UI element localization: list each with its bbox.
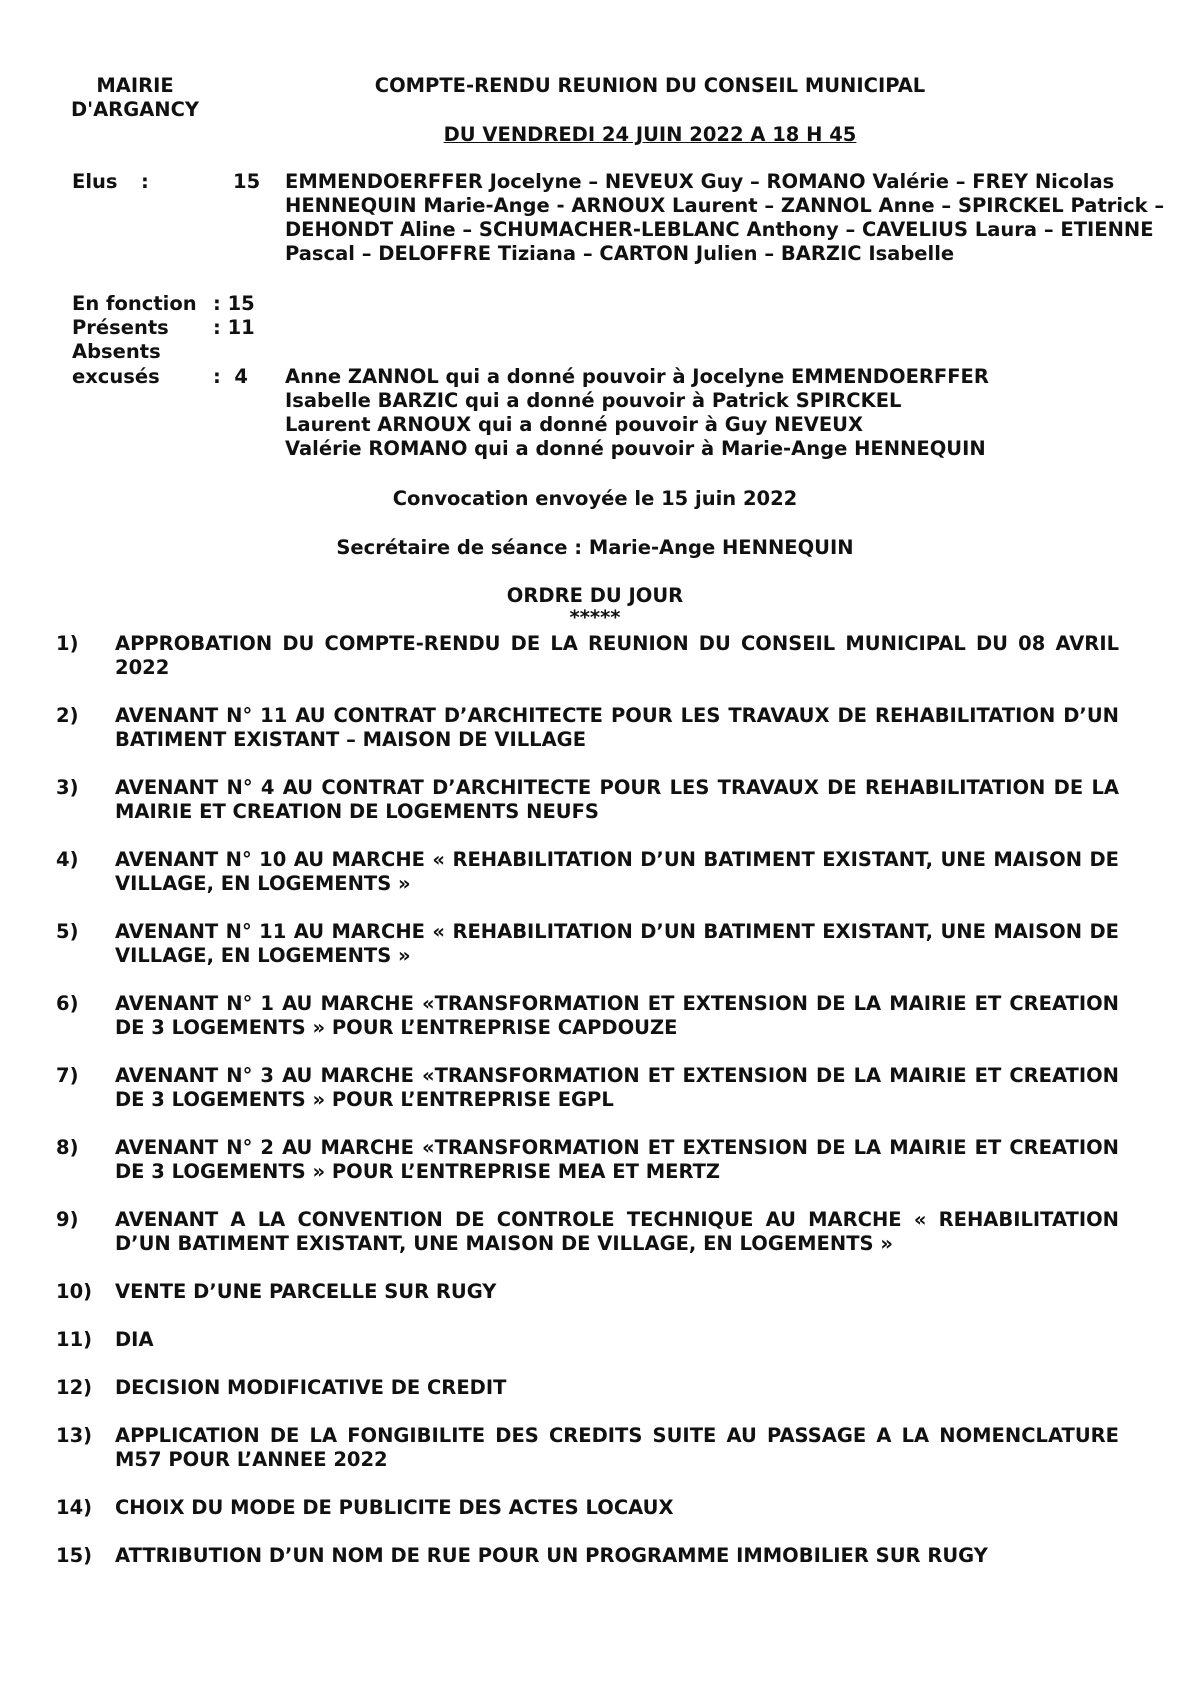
agenda-item-text: AVENANT N° 3 AU MARCHE «TRANSFORMATION ET EXTENSION DE LA MAIRIE ET CREATION DE 3 LOGEMENTS » POUR L’ENTREPRISE EGPL [115, 1064, 1119, 1111]
en-fonction-value: : 15 [213, 292, 255, 315]
agenda-item-text: AVENANT A LA CONVENTION DE CONTROLE TECHNIQUE AU MARCHE « REHABILITATION D’UN BATIMENT EXISTANT, UNE MAISON DE VILLAGE, EN LOGEMENTS » [115, 1208, 1119, 1255]
presents-value: : 11 [213, 316, 255, 339]
agenda-item-text: APPLICATION DE LA FONGIBILITE DES CREDITS SUITE AU PASSAGE A LA NOMENCLATURE M57 POUR L’ANNEE 2022 [115, 1424, 1119, 1471]
agenda-item [56, 1496, 1121, 1520]
agenda-item-number: 9) [56, 1208, 79, 1231]
absence-item: Isabelle BARZIC qui a donné pouvoir à Patrick SPIRCKEL [285, 389, 902, 412]
absents-label-line1: Absents [72, 340, 161, 363]
mairie-line1: MAIRIE [96, 74, 174, 97]
elus-count: 15 [233, 170, 261, 193]
agenda-item-text: AVENANT N° 2 AU MARCHE «TRANSFORMATION ET EXTENSION DE LA MAIRIE ET CREATION DE 3 LOGEMENTS » POUR L’ENTREPRISE MEA ET MERTZ [115, 1136, 1119, 1183]
agenda-title: ORDRE DU JOUR [506, 584, 684, 607]
absences-list [285, 365, 1165, 461]
agenda-item-number: 14) [56, 1496, 93, 1519]
absence-item: Anne ZANNOL qui a donné pouvoir à Jocelyne EMMENDOERFFER [285, 365, 989, 388]
agenda-item-number: 13) [56, 1424, 93, 1447]
elus-colon: : [141, 170, 149, 193]
agenda-item-text: AVENANT N° 1 AU MARCHE «TRANSFORMATION ET EXTENSION DE LA MAIRIE ET CREATION DE 3 LOGEMENTS » POUR L’ENTREPRISE CAPDOUZE [115, 992, 1119, 1039]
meeting-date: DU VENDREDI 24 JUIN 2022 A 18 H 45 [443, 123, 857, 146]
agenda-item-number: 6) [56, 992, 79, 1015]
agenda-item [56, 1064, 1121, 1112]
agenda-item-text: AVENANT N° 11 AU MARCHE « REHABILITATION D’UN BATIMENT EXISTANT, UNE MAISON DE VILLAGE, EN LOGEMENTS » [115, 920, 1119, 967]
agenda-item [56, 1136, 1121, 1184]
agenda-item-number: 4) [56, 848, 79, 871]
agenda-item [56, 776, 1121, 824]
agenda-item [56, 704, 1121, 752]
agenda-item-number: 2) [56, 704, 79, 727]
absence-item: Laurent ARNOUX qui a donné pouvoir à Guy NEVEUX [285, 413, 864, 436]
agenda-item-number: 1) [56, 632, 79, 655]
agenda-item-text: CHOIX DU MODE DE PUBLICITE DES ACTES LOCAUX [115, 1496, 674, 1519]
agenda-item-number: 3) [56, 776, 79, 799]
agenda-item [56, 632, 1121, 680]
presents-label: Présents [72, 316, 169, 339]
mairie-name [70, 74, 200, 122]
convocation: Convocation envoyée le 15 juin 2022 [392, 487, 798, 510]
agenda-item-text: AVENANT N° 11 AU CONTRAT D’ARCHITECTE POUR LES TRAVAUX DE REHABILITATION D’UN BATIMENT EXISTANT – MAISON DE VILLAGE [115, 704, 1119, 751]
agenda-item [56, 1544, 1121, 1568]
agenda-item [56, 1328, 1121, 1352]
agenda-item-number: 8) [56, 1136, 79, 1159]
absents-value: : 4 [213, 365, 248, 388]
agenda-item [56, 1424, 1121, 1472]
agenda-item [56, 992, 1121, 1040]
agenda-item-text: APPROBATION DU COMPTE-RENDU DE LA REUNION DU CONSEIL MUNICIPAL DU 08 AVRIL 2022 [115, 632, 1119, 679]
agenda-item-text: DECISION MODIFICATIVE DE CREDIT [115, 1376, 507, 1399]
agenda-item-number: 12) [56, 1376, 93, 1399]
agenda-item-text: VENTE D’UNE PARCELLE SUR RUGY [115, 1280, 497, 1303]
absence-item: Valérie ROMANO qui a donné pouvoir à Marie-Ange HENNEQUIN [285, 437, 986, 460]
secretaire-de-seance: Secrétaire de séance : Marie-Ange HENNEQUIN [336, 536, 854, 559]
agenda-item-text: ATTRIBUTION D’UN NOM DE RUE POUR UN PROGRAMME IMMOBILIER SUR RUGY [115, 1544, 988, 1567]
agenda-item-number: 11) [56, 1328, 93, 1351]
mairie-line2: D'ARGANCY [70, 98, 200, 121]
agenda-item-number: 15) [56, 1544, 93, 1567]
agenda-separator: ***** [569, 606, 621, 629]
agenda-item-text: AVENANT N° 10 AU MARCHE « REHABILITATION D’UN BATIMENT EXISTANT, UNE MAISON DE VILLAGE, EN LOGEMENTS » [115, 848, 1119, 895]
agenda-item [56, 1376, 1121, 1400]
agenda-item [56, 1208, 1121, 1256]
en-fonction-label: En fonction [72, 292, 197, 315]
elus-names: EMMENDOERFFER Jocelyne – NEVEUX Guy – ROMANO Valérie – FREY Nicolas HENNEQUIN Marie-Ange - ARNOUX Laurent – ZANNOL Anne – SPIRCKEL Patrick – DEHONDT Aline – SCHUMACHER-LEBLANC Anthony – CAVELIUS Laura – ETIENNE Pascal – DELOFFRE Tiziana – CARTON Julien – BARZIC Isabelle [285, 170, 1165, 265]
document-title: COMPTE-RENDU REUNION DU CONSEIL MUNICIPAL [374, 74, 926, 97]
agenda-item-number: 5) [56, 920, 79, 943]
agenda-item-number: 7) [56, 1064, 79, 1087]
elus-label: Elus [72, 170, 118, 193]
agenda-item-text: DIA [115, 1328, 154, 1351]
agenda-item-text: AVENANT N° 4 AU CONTRAT D’ARCHITECTE POUR LES TRAVAUX DE REHABILITATION DE LA MAIRIE ET CREATION DE LOGEMENTS NEUFS [115, 776, 1119, 823]
agenda-item [56, 920, 1121, 968]
agenda-item [56, 848, 1121, 896]
agenda-item-number: 10) [56, 1280, 93, 1303]
absents-label-line2: excusés [72, 365, 160, 388]
agenda-list [56, 632, 1121, 1592]
agenda-item [56, 1280, 1121, 1304]
